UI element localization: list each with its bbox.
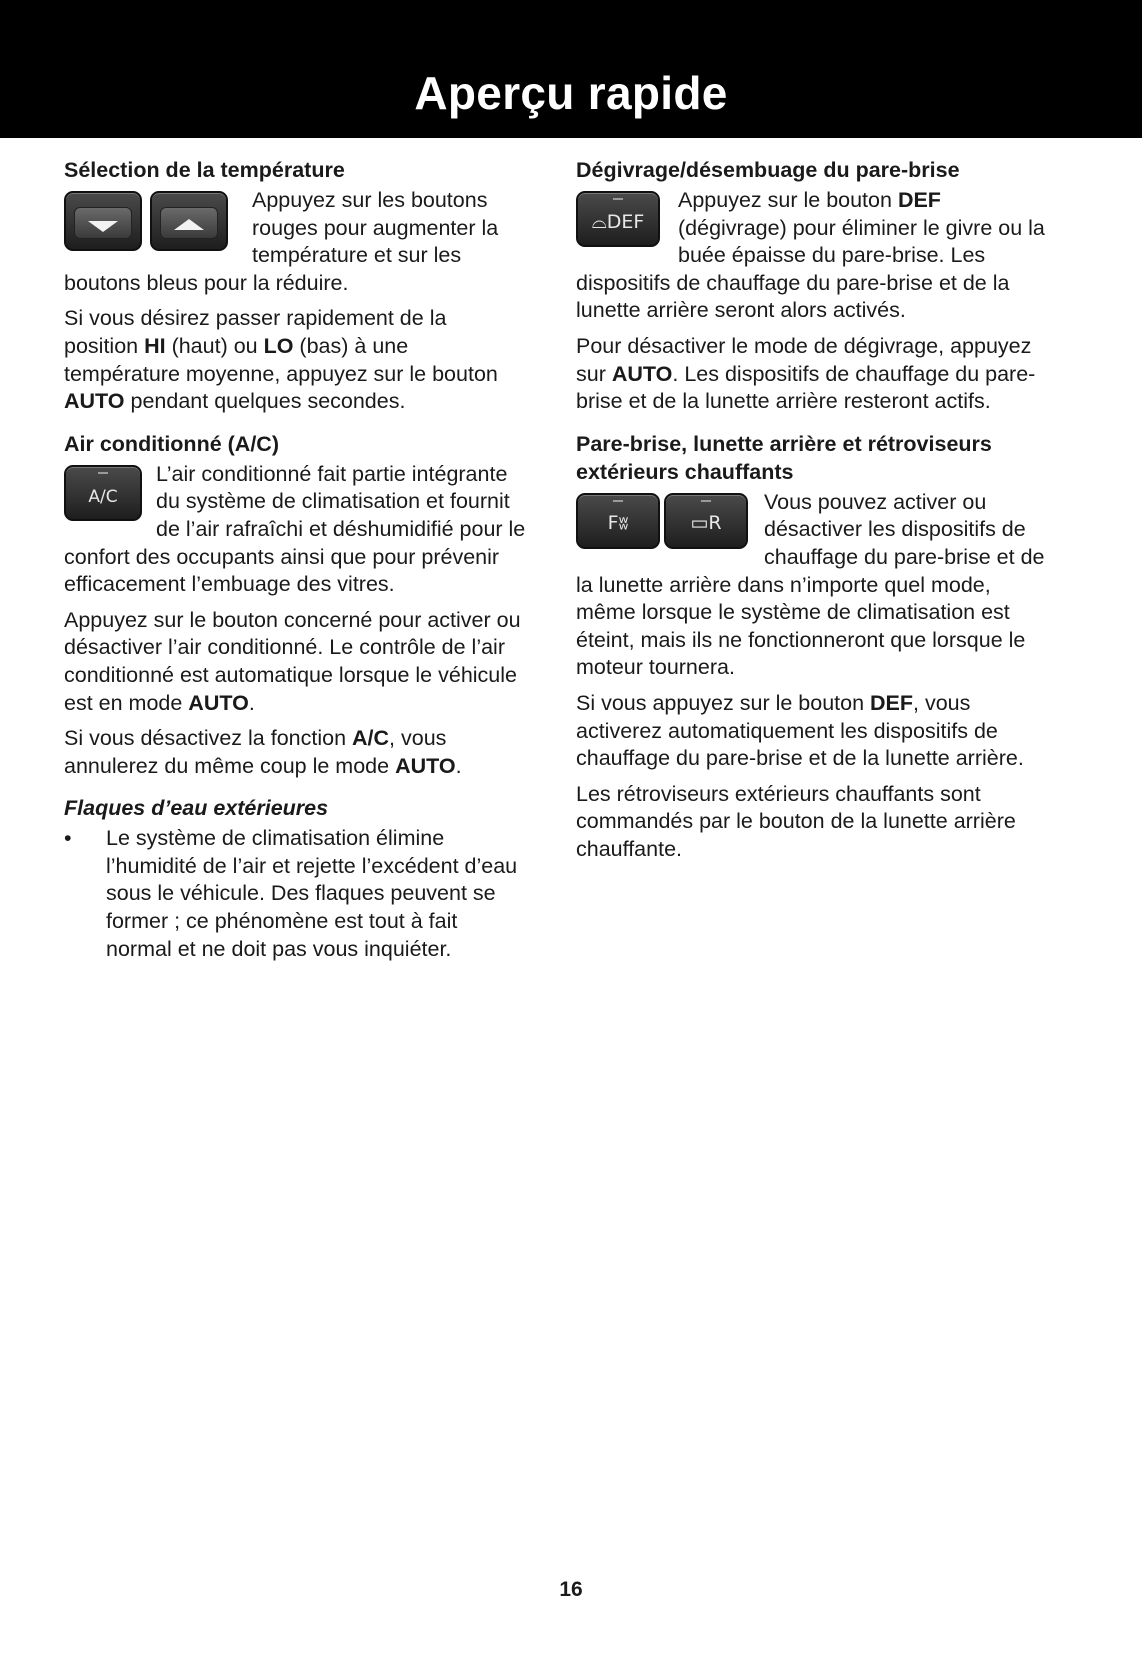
rear-window-heat-icon: ▭ xyxy=(690,511,709,534)
temperature-paragraph: Si vous désirez passer rapidement de la position HI (haut) ou LO (bas) à une température moyenne, appuyez sur le bouton AUTO pendant quelques secondes. xyxy=(64,306,498,414)
ac-intro: L’air conditionné fait partie intégrante du système de climatisation et fournit de l’air rafraîchi et déshumidifié pour le confort des occupants ainsi que pour prévenir efficacement l’embuage des vitres. xyxy=(64,461,526,597)
page-number: 16 xyxy=(559,1578,583,1601)
rear-heat-button-icon: ▭R xyxy=(664,493,748,549)
temp-up-button-icon xyxy=(150,191,228,251)
heated-paragraph-2: Les rétroviseurs extérieurs chauffants sont commandés par le bouton de la lunette arrière chauffante. xyxy=(576,781,1016,861)
ac-paragraph-2: Si vous désactivez la fonction A/C, vous annulerez du même coup le mode AUTO. xyxy=(64,726,462,778)
temperature-heading: Sélection de la température xyxy=(64,158,345,182)
ac-button-image xyxy=(64,465,142,526)
front-heat-button-icon: Fʬ xyxy=(576,493,660,549)
page-title: Aperçu rapide xyxy=(414,67,728,119)
right-column xyxy=(576,156,1046,871)
heated-heading: Pare-brise, lunette arrière et rétroviseurs extérieurs chauffants xyxy=(576,431,992,484)
heated-paragraph-1: Si vous appuyez sur le bouton DEF, vous activerez automatiquement les dispositifs de chauffage du pare-brise et de la lunette arrière. xyxy=(576,690,1024,771)
list-item: • Le système de climatisation élimine l’humidité de l’air et rejette l’excédent d’eau sous le véhicule. Des flaques peuvent se former ; ce phénomène est tout à fait normal et ne doit pas vous inquiéter. xyxy=(64,825,526,963)
puddles-section xyxy=(64,794,526,963)
temp-down-button-icon xyxy=(64,191,142,251)
temperature-section xyxy=(64,156,526,416)
defrost-intro: Appuyez sur le bouton DEF (dégivrage) pour éliminer le givre ou la buée épaisse du pare-brise. Les dispositifs de chauffage du pare-brise et de la lunette arrière seront alors activés. xyxy=(576,188,1045,323)
ac-section xyxy=(64,430,526,781)
puddles-heading: Flaques d’eau extérieures xyxy=(64,796,329,821)
heated-section xyxy=(576,430,1046,864)
windshield-heat-icon: ⌓ xyxy=(591,211,607,233)
defrost-section xyxy=(576,156,1046,416)
ac-paragraph-1: Appuyez sur le bouton concerné pour activer ou désactiver l’air conditionné. Le contrôle de l’air conditionné est automatique lorsque le véhicule est en mode AUTO. xyxy=(64,607,521,715)
def-button-icon: ⌓DEF xyxy=(576,191,660,247)
windshield-heat-icon: ʬ xyxy=(618,511,629,534)
ac-button-icon: A/C xyxy=(64,465,142,521)
defrost-heading: Dégivrage/désembuage du pare-brise xyxy=(576,158,960,182)
heated-intro: Vous pouvez activer ou désactiver les dispositifs de chauffage du pare-brise et de la lunette arrière dans n’importe quel mode, même lorsque le système de climatisation est éteint, mais ils ne fonctionneront que lorsque le moteur tournera. xyxy=(576,489,1045,680)
def-button-image xyxy=(576,191,660,252)
temperature-buttons-image xyxy=(64,191,228,256)
ac-heading: Air conditionné (A/C) xyxy=(64,431,279,456)
puddles-list xyxy=(64,825,526,963)
heated-buttons-image xyxy=(576,493,748,554)
defrost-paragraph: Pour désactiver le mode de dégivrage, appuyez sur AUTO. Les dispositifs de chauffage du pare-brise et de la lunette arrière resteront actifs. xyxy=(576,333,1036,414)
left-column xyxy=(64,156,526,971)
temperature-intro: Appuyez sur les boutons rouges pour augmenter la température et sur les boutons bleus pour la réduire. xyxy=(64,188,499,295)
